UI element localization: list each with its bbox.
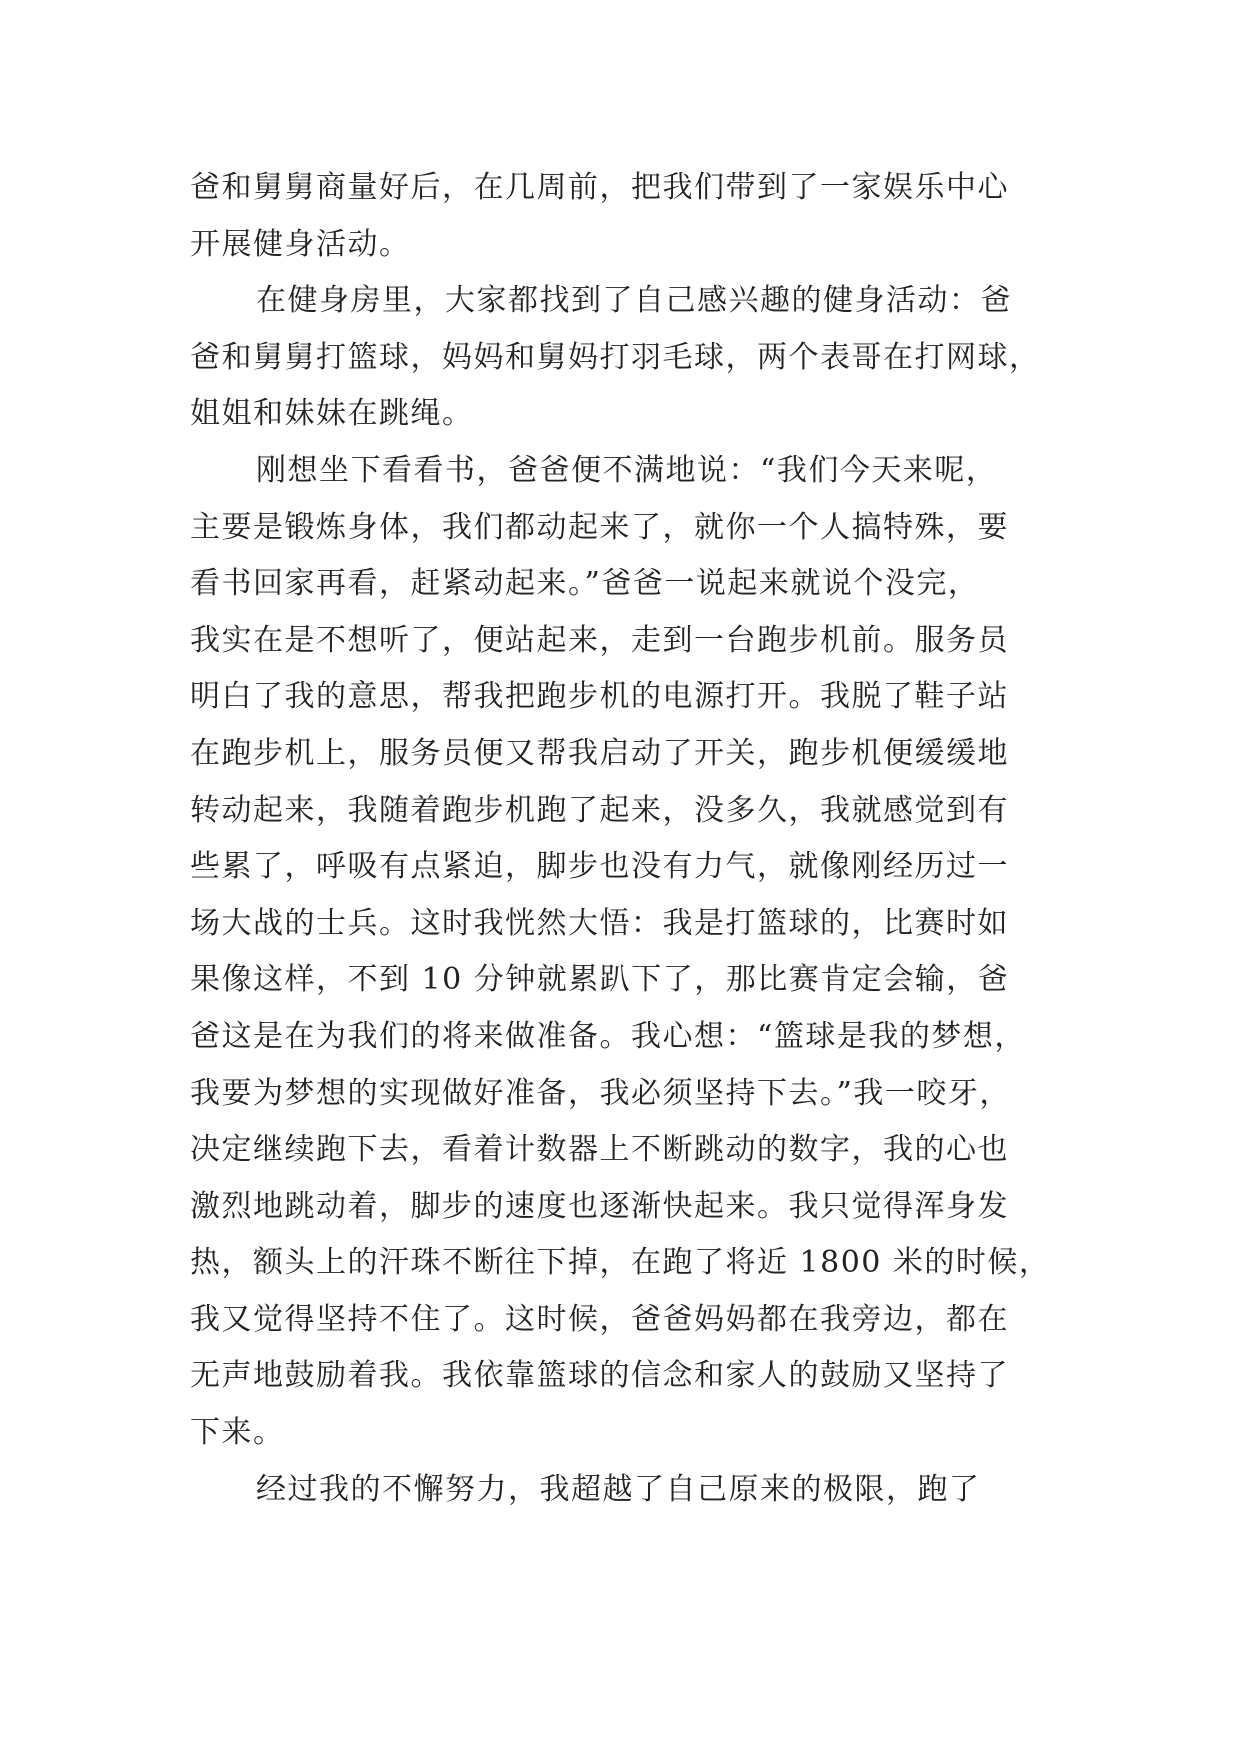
text-line: 我要为梦想的实现做好准备，我必须坚持下去。”我一咬牙， [190, 1075, 1011, 1111]
text-line: 决定继续跑下去，看着计数器上不断跳动的数字，我的心也 [190, 1132, 1009, 1168]
text-line: 姐姐和妹妹在跳绳。 [190, 396, 474, 432]
text-line: 果像这样，不到 10 分钟就累趴下了，那比赛肯定会输，爸 [190, 962, 1010, 998]
text-line: 些累了，呼吸有点紧迫，脚步也没有力气，就像刚经历过一 [190, 849, 1009, 885]
text-line: 明白了我的意思，帮我把跑步机的电源打开。我脱了鞋子站 [190, 679, 1009, 715]
text-line: 开展健身活动。 [190, 226, 411, 262]
text-line: 主要是锻炼身体，我们都动起来了，就你一个人搞特殊，要 [190, 509, 1009, 545]
text-line: 场大战的士兵。这时我恍然大悟：我是打篮球的，比赛时如 [190, 905, 1009, 941]
text-line: 我实在是不想听了，便站起来，走到一台跑步机前。服务员 [190, 622, 1009, 658]
text-line: 热，额头上的汗珠不断往下掉，在跑了将近 1800 米的时候， [190, 1245, 1051, 1281]
text-line: 下来。 [190, 1415, 285, 1451]
text-line: 爸和舅舅商量好后，在几周前，把我们带到了一家娱乐中心 [190, 170, 1009, 205]
paragraph-start-line: 经过我的不懈努力，我超越了自己原来的极限，跑了 [256, 1471, 981, 1507]
body-text [190, 160, 1070, 1518]
paragraph-start-line: 刚想坐下看看书，爸爸便不满地说：“我们今天来呢， [256, 452, 998, 488]
text-line: 在跑步机上，服务员便又帮我启动了开关，跑步机便缓缓地 [190, 735, 1009, 771]
text-line: 无声地鼓励着我。我依靠篮球的信念和家人的鼓励又坚持了 [190, 1358, 1009, 1394]
text-line: 激烈地跳动着，脚步的速度也逐渐快起来。我只觉得浑身发 [190, 1188, 1009, 1224]
paragraph-start-line: 在健身房里，大家都找到了自己感兴趣的健身活动：爸 [256, 283, 1012, 319]
text-line: 我又觉得坚持不住了。这时候，爸爸妈妈都在我旁边，都在 [190, 1301, 1009, 1337]
text-line: 爸和舅舅打篮球，妈妈和舅妈打羽毛球，两个表哥在打网球， [190, 339, 1041, 375]
text-line: 看书回家再看，赶紧动起来。”爸爸一说起来就说个没完， [190, 566, 980, 602]
text-line: 爸这是在为我们的将来做准备。我心想：“篮球是我的梦想， [190, 1018, 1026, 1054]
text-line: 转动起来，我随着跑步机跑了起来，没多久，我就感觉到有 [190, 792, 1009, 828]
